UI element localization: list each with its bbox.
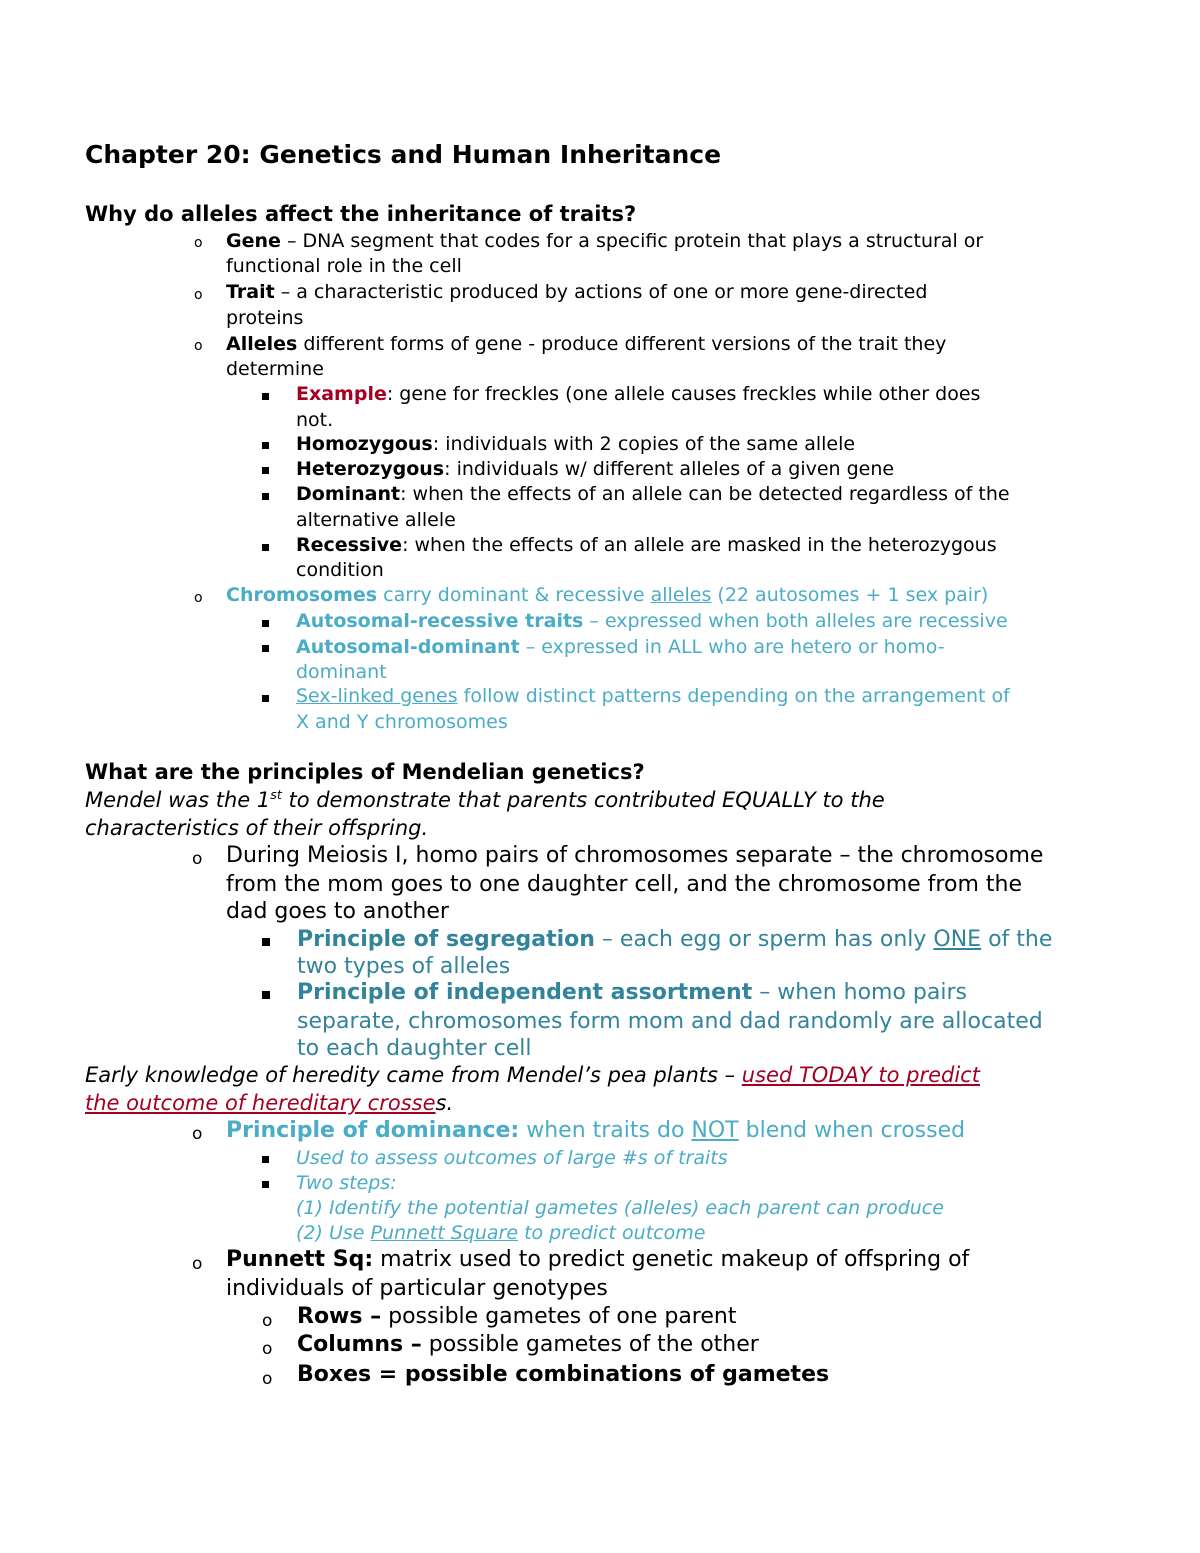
list-item-chromosomes: Chromosomes carry dominant & recessive alleles (22 autosomes + 1 sex pair)	[226, 584, 989, 606]
list-item-trait: Trait – a characteristic produced by actions of one or more gene-directed	[226, 281, 928, 303]
list-item-sex-linked: Sex-linked genes follow distinct patterns depending on the arrangement of	[296, 685, 1010, 707]
list-item-gene: Gene – DNA segment that codes for a specific protein that plays a structural or	[226, 230, 984, 252]
list-item-independent: Principle of independent assortment – when homo pairs	[297, 980, 967, 1005]
square-bullet	[262, 1181, 269, 1188]
square-bullet	[262, 695, 269, 702]
square-bullet	[262, 645, 269, 652]
list-item-independent-cont: separate, chromosomes form mom and dad randomly are allocated	[297, 1009, 1043, 1034]
mendel-intro-cont: characteristics of their offspring.	[85, 816, 429, 840]
section-heading-alleles: Why do alleles affect the inheritance of traits?	[85, 202, 637, 226]
list-item-meiosis-cont: from the mom goes to one daughter cell, and the chromosome from the	[226, 872, 1022, 897]
list-item-two-steps: Two steps:	[296, 1172, 397, 1194]
early-knowledge-cont: the outcome of hereditary crosses.	[85, 1091, 454, 1115]
list-item-rows: Rows – possible gametes of one parent	[297, 1304, 737, 1329]
step-1: (1) Identify the potential gametes (alleles) each parent can produce	[296, 1197, 944, 1219]
list-item-heterozygous: Heterozygous: individuals w/ different alleles of a given gene	[296, 458, 895, 480]
list-item-meiosis: During Meiosis I, homo pairs of chromosomes separate – the chromosome	[226, 843, 1044, 868]
list-item-example: Example: gene for freckles (one allele causes freckles while other does	[296, 383, 981, 405]
mendel-intro: Mendel was the 1st to demonstrate that parents contributed EQUALLY to the	[85, 787, 885, 812]
list-item-boxes: Boxes = possible combinations of gametes	[297, 1362, 830, 1387]
early-knowledge: Early knowledge of heredity came from Mendel’s pea plants – used TODAY to predict	[85, 1063, 980, 1087]
list-item-sex-linked-cont: X and Y chromosomes	[296, 711, 508, 733]
square-bullet	[262, 442, 269, 449]
list-item-dominance: Principle of dominance: when traits do NOT blend when crossed	[226, 1118, 966, 1143]
list-item-dominant: Dominant: when the effects of an allele can be detected regardless of the	[296, 483, 1010, 505]
list-item-alleles: Alleles different forms of gene - produce different versions of the trait they	[226, 333, 947, 355]
list-item-segregation-cont: two types of alleles	[297, 954, 511, 979]
square-bullet	[262, 493, 269, 500]
list-item-columns: Columns – possible gametes of the other	[297, 1332, 759, 1357]
circle-bullet: o	[194, 590, 203, 606]
list-item-autosomal-dominant-cont: dominant	[296, 661, 387, 683]
list-item-example-cont: not.	[296, 409, 334, 431]
square-bullet	[262, 393, 269, 400]
square-bullet	[262, 620, 269, 627]
square-bullet	[262, 544, 269, 551]
circle-bullet: o	[262, 1311, 273, 1331]
square-bullet	[262, 1156, 269, 1163]
section-heading-mendel: What are the principles of Mendelian genetics?	[85, 760, 645, 784]
list-item-autosomal-dominant: Autosomal-dominant – expressed in ALL who are hetero or homo-	[296, 636, 945, 658]
alleles-link[interactable]: alleles	[650, 584, 712, 606]
list-item-punnett: Punnett Sq: matrix used to predict genetic makeup of offspring of	[226, 1247, 970, 1272]
circle-bullet: o	[194, 287, 203, 303]
list-item-trait-cont: proteins	[226, 307, 304, 329]
not-link[interactable]: NOT	[691, 1118, 739, 1143]
list-item-recessive: Recessive: when the effects of an allele are masked in the heterozygous	[296, 534, 997, 556]
list-item-independent-cont-2: to each daughter cell	[297, 1036, 532, 1061]
hereditary-crosses-link[interactable]: the outcome of hereditary crosse	[85, 1091, 436, 1115]
list-item-autosomal-recessive: Autosomal-recessive traits – expressed when both alleles are recessive	[296, 610, 1008, 632]
list-item-gene-cont: functional role in the cell	[226, 255, 462, 277]
list-item-alleles-cont: determine	[226, 358, 324, 380]
circle-bullet: o	[262, 1369, 273, 1389]
list-item-punnett-cont: individuals of particular genotypes	[226, 1276, 608, 1301]
list-item-segregation: Principle of segregation – each egg or sperm has only ONE of the	[297, 927, 1053, 952]
square-bullet	[262, 991, 270, 999]
circle-bullet: o	[192, 849, 203, 869]
list-item-used-to-assess: Used to assess outcomes of large #s of traits	[296, 1147, 728, 1169]
circle-bullet: o	[262, 1339, 273, 1359]
punnett-square-link[interactable]: Punnett Square	[370, 1222, 519, 1244]
circle-bullet: o	[192, 1254, 203, 1274]
list-item-dominant-cont: alternative allele	[296, 509, 456, 531]
list-item-homozygous: Homozygous: individuals with 2 copies of the same allele	[296, 433, 856, 455]
page-title: Chapter 20: Genetics and Human Inheritance	[85, 140, 722, 169]
square-bullet	[262, 938, 270, 946]
one-link[interactable]: ONE	[933, 927, 982, 952]
step-2: (2) Use Punnett Square to predict outcome	[296, 1222, 706, 1244]
list-item-meiosis-cont-2: dad goes to another	[226, 899, 449, 924]
used-today-link[interactable]: used TODAY to predict	[741, 1063, 980, 1087]
square-bullet	[262, 467, 269, 474]
list-item-recessive-cont: condition	[296, 559, 384, 581]
circle-bullet: o	[192, 1124, 203, 1144]
circle-bullet: o	[194, 235, 203, 251]
circle-bullet: o	[194, 338, 203, 354]
sex-linked-genes-link[interactable]: Sex-linked genes	[296, 685, 458, 707]
